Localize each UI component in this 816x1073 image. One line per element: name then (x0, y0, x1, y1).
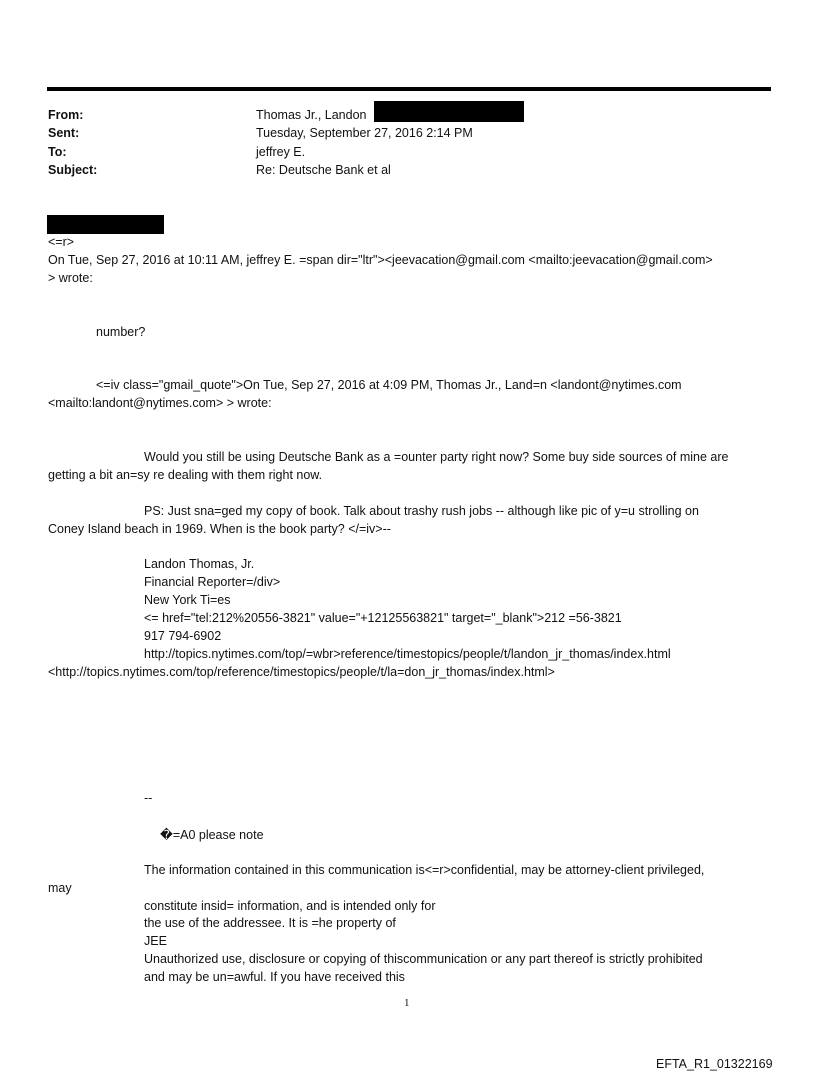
number-question: number? (96, 325, 146, 339)
quote-line-1: <=iv class="gmail_quote">On Tue, Sep 27, 2016 at 4:09 PM, Thomas Jr., Land=n <landont@nytimes.com (96, 378, 682, 392)
from-value: Thomas Jr., Landon (256, 108, 367, 122)
conf-may: may (48, 881, 72, 895)
conf-line-3: the use of the addressee. It is =he property of (144, 916, 396, 930)
dashes: -- (144, 791, 153, 805)
on-line-1: On Tue, Sep 27, 2016 at 10:11 AM, jeffrey E. =span dir="ltr"><jeevacation@gmail.com <mailto:jeevacation@gmail.com> (48, 253, 713, 267)
to-value: jeffrey E. (256, 145, 306, 159)
br-tag: <=r> (48, 235, 75, 249)
para1-line-2: getting a bit an=sy re dealing with them right now. (48, 468, 323, 482)
para1-line-1: Would you still be using Deutsche Bank as a =ounter party right now? Some buy side sources of mine are (144, 450, 729, 464)
sig-name: Landon Thomas, Jr. (144, 557, 255, 571)
sig-org: New York Ti=es (144, 593, 231, 607)
sig-title: Financial Reporter=/div> (144, 575, 281, 589)
subject-label: Subject: (48, 163, 98, 177)
sig-mobile: 917 794-6902 (144, 629, 222, 643)
sent-label: Sent: (48, 126, 80, 140)
to-label: To: (48, 145, 67, 159)
redaction-bar (47, 215, 164, 234)
conf-line-6: and may be un=awful. If you have received this (144, 970, 405, 984)
conf-line-4: JEE (144, 934, 167, 948)
quote-line-2: <mailto:landont@nytimes.com> > wrote: (48, 396, 272, 410)
conf-line-1: The information contained in this communication is<=r>confidential, may be attorney-client privileged, (144, 863, 705, 877)
ps-line-2: Coney Island beach in 1969. When is the book party? </=iv>-- (48, 522, 391, 536)
conf-line-2: constitute insid= information, and is intended only for (144, 899, 436, 913)
sent-value: Tuesday, September 27, 2016 2:14 PM (256, 126, 473, 140)
document-id: EFTA_R1_01322169 (656, 1057, 773, 1071)
redaction-bar (374, 101, 524, 122)
sig-tel: <= href="tel:212%20556-3821" value="+12125563821" target="_blank">212 =56-3821 (144, 611, 622, 625)
subject-value: Re: Deutsche Bank et al (256, 163, 391, 177)
from-label: From: (48, 108, 84, 122)
sig-url-1: http://topics.nytimes.com/top/=wbr>reference/timestopics/people/t/landon_jr_thomas/index.html (144, 647, 671, 661)
note-line: �=A0 please note (160, 828, 264, 842)
ps-line-1: PS: Just sna=ged my copy of book. Talk about trashy rush jobs -- although like pic of y=u strolling on (144, 504, 699, 518)
conf-line-5: Unauthorized use, disclosure or copying of thiscommunication or any part thereof is strictly prohibited (144, 952, 703, 966)
page-number: 1 (404, 997, 410, 1009)
on-line-2: > wrote: (48, 271, 93, 285)
sig-url-2: <http://topics.nytimes.com/top/reference/timestopics/people/t/la=don_jr_thomas/index.html> (48, 665, 555, 679)
header-rule (47, 87, 771, 91)
